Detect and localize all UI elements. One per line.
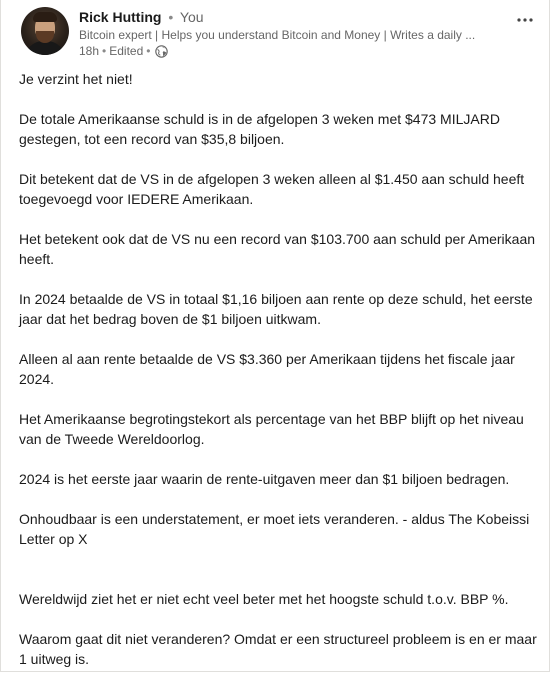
more-options-button[interactable] — [513, 9, 537, 29]
author-headline: Bitcoin expert | Helps you understand Bitcoin and Money | Writes a daily ... — [79, 28, 476, 42]
post-paragraph: De totale Amerikaanse schuld is in de afgelopen 3 weken met $473 MILJARD gestegen, tot een record van $35,8 biljoen. — [19, 111, 504, 147]
author-name-row — [79, 9, 519, 26]
post-paragraph: Dit betekent dat de VS in de afgelopen 3 weken alleen al $1.450 aan schuld heeft toegevoegd voor IEDERE Amerikaan. — [19, 171, 529, 207]
post-paragraph: 2024 is het eerste jaar waarin de rente-uitgaven meer dan $1 biljoen bedragen. — [19, 471, 510, 487]
post-paragraph: Je verzint het niet! — [19, 71, 133, 87]
avatar-hair — [33, 12, 57, 22]
post-text — [19, 69, 539, 689]
avatar-shirt — [25, 41, 65, 55]
post-time: 18h — [79, 44, 100, 58]
post-paragraph: Alleen al aan rente betaalde de VS $3.360 per Amerikaan tijdens het fiscale jaar 2024. — [19, 351, 519, 387]
post-paragraph: Onhoudbaar is een understatement, er moet iets veranderen. - aldus The Kobeissi Letter op X — [19, 511, 534, 547]
edited-separator: • — [146, 44, 151, 58]
name-separator: • — [168, 9, 174, 25]
more-horizontal-icon — [516, 10, 534, 28]
globe-icon — [155, 45, 168, 58]
time-separator: • — [102, 44, 107, 58]
post-paragraph: In 2024 betaalde de VS in totaal $1,16 biljoen aan rente op deze schuld, het eerste jaar dat het bedrag boven de $1 biljoen uitkwam. — [19, 291, 537, 327]
edited-label: Edited — [109, 44, 144, 58]
post-header — [19, 7, 549, 63]
author-avatar[interactable] — [21, 7, 69, 55]
post-timestamp-row — [79, 43, 519, 59]
author-name[interactable]: Rick Hutting — [79, 9, 162, 25]
post-paragraph: Wereldwijd ziet het er niet echt veel beter met het hoogste schuld t.o.v. BBP %. — [19, 591, 509, 607]
post-paragraph: Het Amerikaanse begrotingstekort als percentage van het BBP blijft op het niveau van de Tweede Wereldoorlog. — [19, 411, 528, 447]
post-paragraph: Het betekent ook dat de VS nu een record van $103.700 aan schuld per Amerikaan heeft. — [19, 231, 539, 267]
post-paragraph: Waarom gaat dit niet veranderen? Omdat er een structureel probleem is en er maar 1 uitweg is. — [19, 631, 541, 667]
connection-degree: You — [179, 9, 204, 25]
author-meta — [79, 9, 519, 59]
